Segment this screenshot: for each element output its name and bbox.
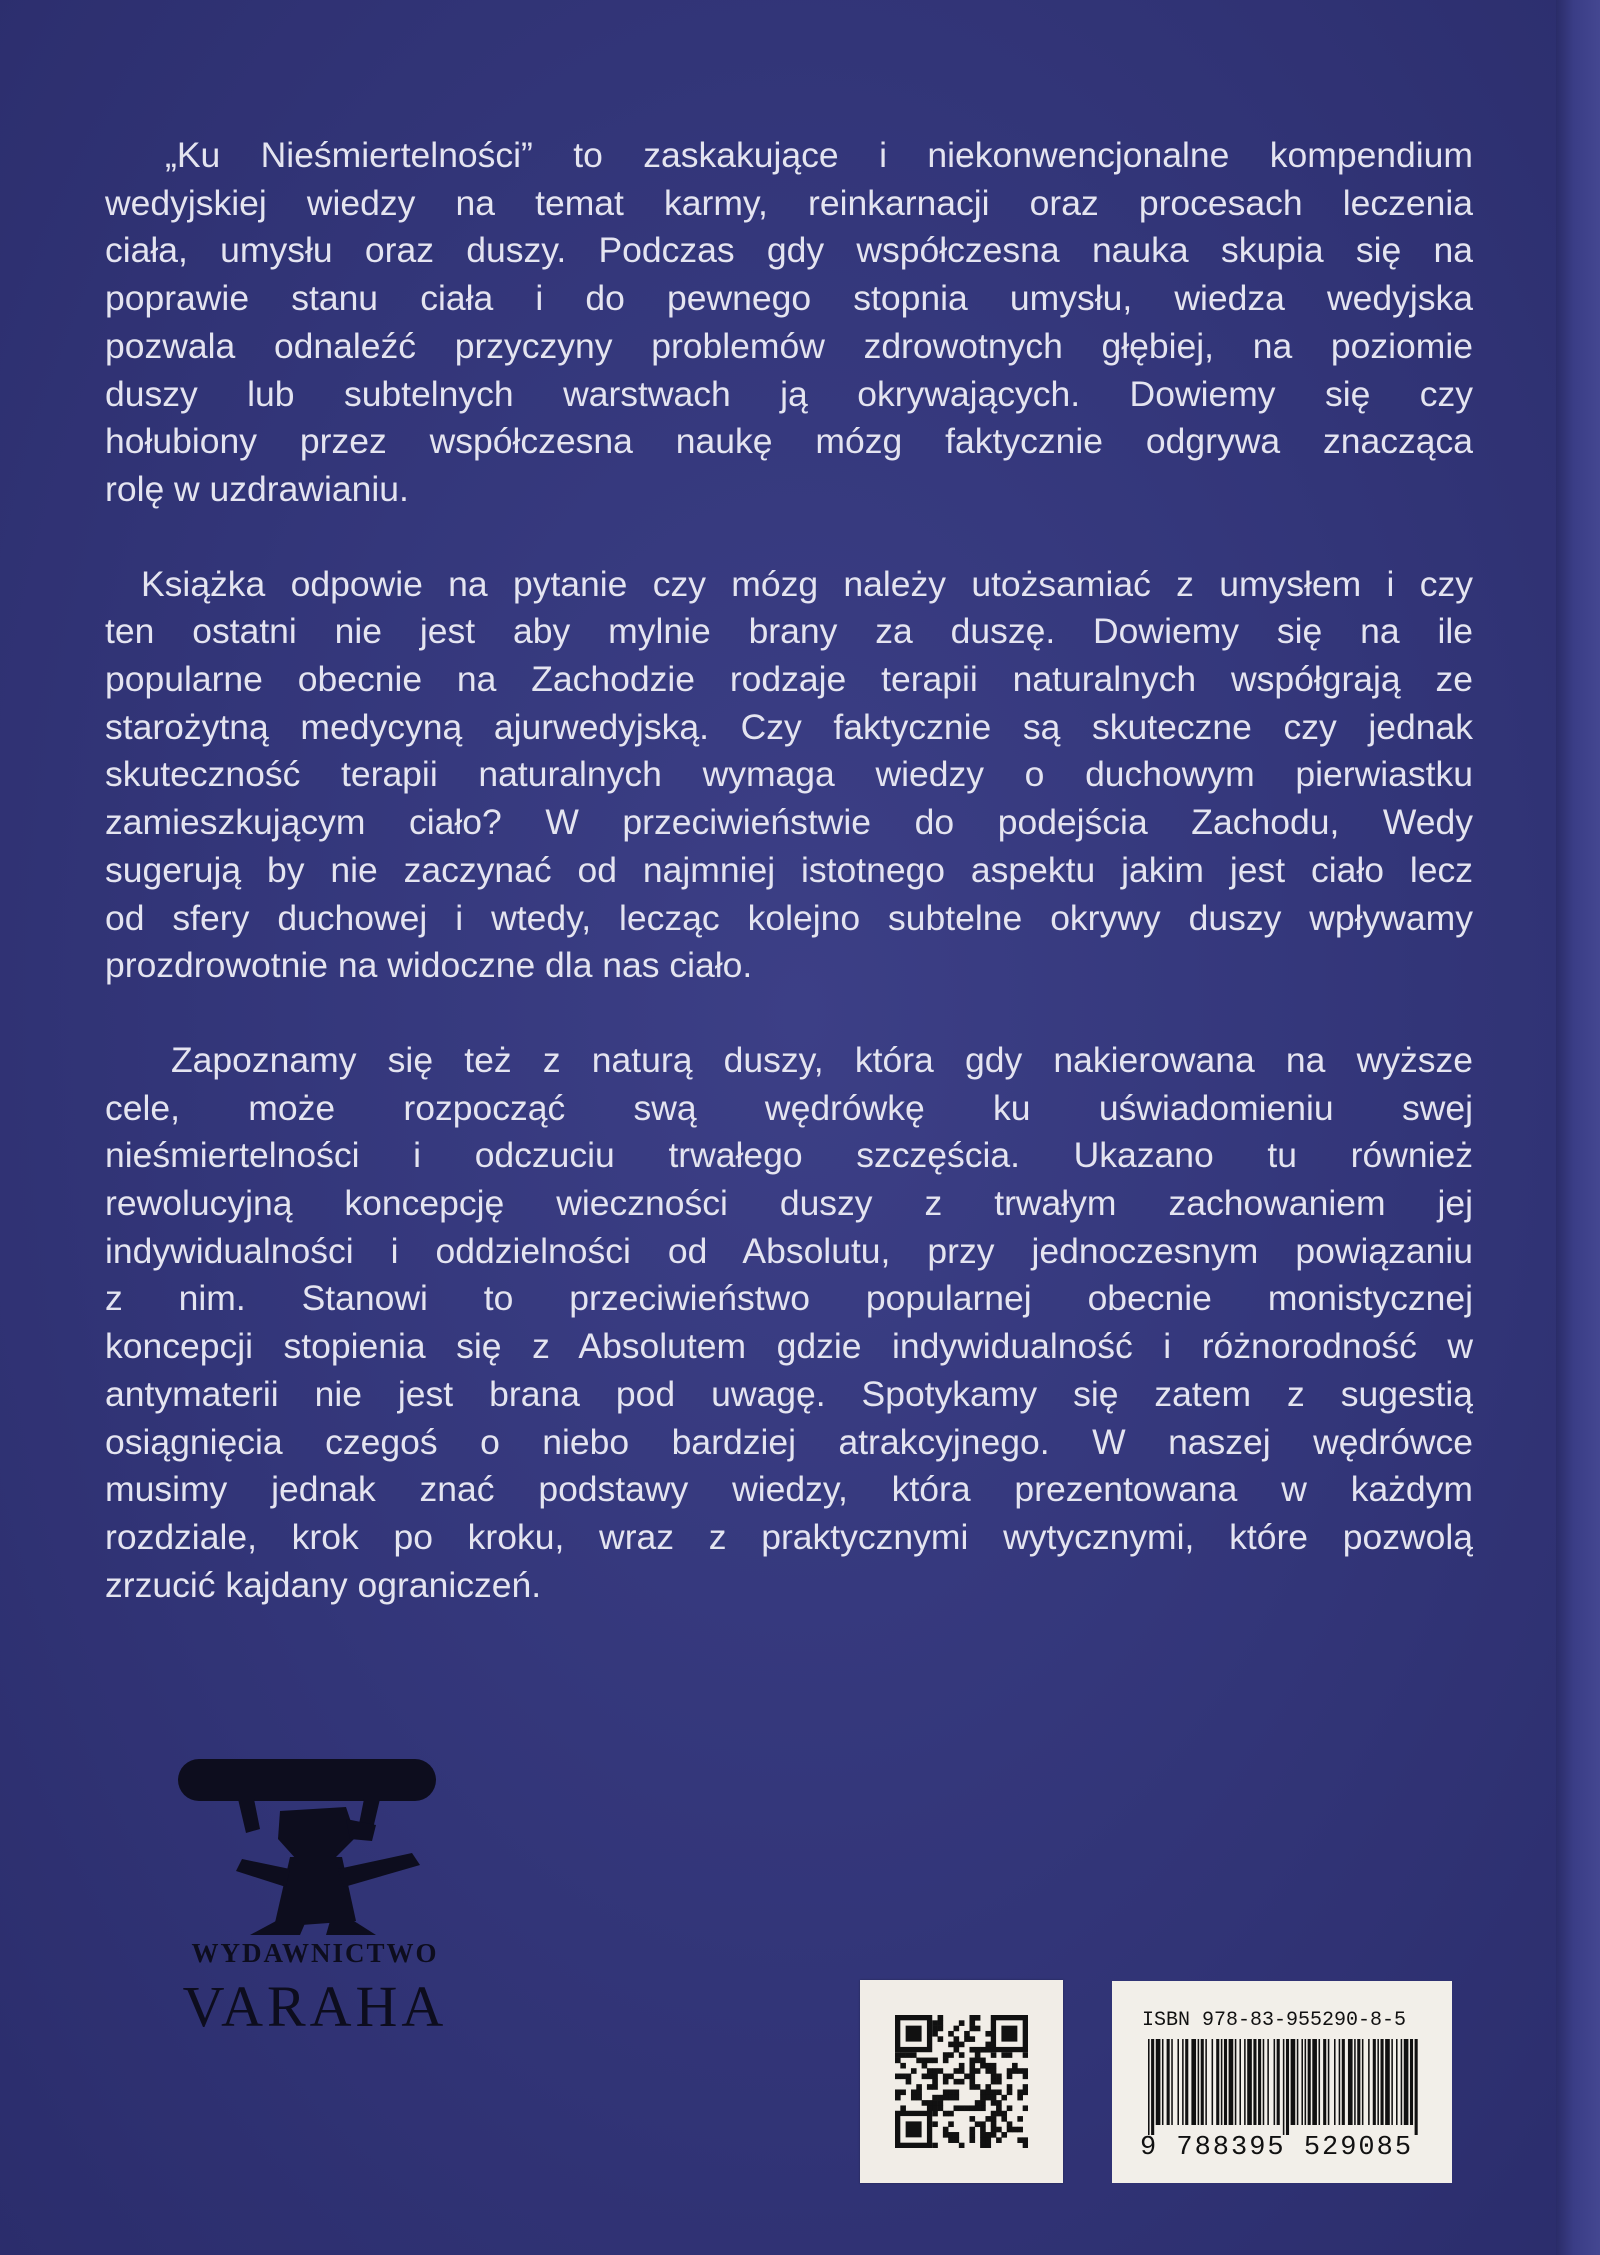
publisher-logo (150, 1745, 480, 2055)
isbn-sticker (1112, 1981, 1452, 2183)
isbn-digits: 9 788395 529085 (1140, 2133, 1414, 2163)
text-line: starożytną medycyną ajurwedyjską. Czy faktycznie są skuteczne czy jednak (105, 706, 1473, 747)
text-line: skuteczność terapii naturalnych wymaga wiedzy o duchowym pierwiastku (105, 754, 1473, 795)
text-line: od sfery duchowej i wtedy, lecząc kolejno subtelne okrywy duszy wpływamy (105, 897, 1473, 938)
paragraph-2 (105, 561, 1473, 990)
text-line: hołubiony przez współczesna naukę mózg faktycznie odgrywa znacząca (105, 421, 1473, 462)
text-line: antymaterii nie jest brana pod uwagę. Spotykamy się zatem z sugestią (105, 1373, 1473, 1414)
publisher-label-big: VARAHA (182, 1974, 448, 2039)
text-line: prozdrowotnie na widoczne dla nas ciało. (105, 945, 753, 986)
text-line: poprawie stanu ciała i do pewnego stopnia umysłu, wiedza wedyjska (105, 278, 1473, 319)
qr-code-icon (895, 2015, 1028, 2148)
text-line: musimy jednak znać podstawy wiedzy, która prezentowana w każdym (105, 1469, 1473, 1510)
blurb-text (105, 132, 1473, 1656)
text-line: z nim. Stanowi to przeciwieństwo popularnej obecnie monistycznej (105, 1278, 1473, 1319)
text-line: zamieszkującym ciało? W przeciwieństwie do podejścia Zachodu, Wedy (105, 802, 1473, 843)
text-line: wedyjskiej wiedzy na temat karmy, reinkarnacji oraz procesach leczenia (105, 182, 1473, 223)
boar-deity-icon (150, 1745, 480, 1935)
isbn-label: ISBN 978-83-955290-8-5 (1142, 2009, 1407, 2032)
book-spine-edge (1556, 0, 1600, 2255)
text-line: osiągnięcia czegoś o niebo bardziej atrakcyjnego. W naszej wędrówce (105, 1421, 1473, 1462)
text-line: ten ostatni nie jest aby mylnie brany za duszę. Dowiemy się na ile (105, 611, 1473, 652)
text-line: rolę w uzdrawianiu. (105, 468, 409, 509)
text-line: sugerują by nie zaczynać od najmniej istotnego aspektu jakim jest ciało lecz (105, 849, 1473, 890)
barcode-icon (1148, 2039, 1418, 2135)
text-line: rozdziale, krok po kroku, wraz z praktycznymi wytycznymi, które pozwolą (105, 1516, 1473, 1557)
text-line: ciała, umysłu oraz duszy. Podczas gdy współczesna nauka skupia się na (105, 230, 1473, 271)
text-line: rewolucyjną koncepcję wieczności duszy z trwałym zachowaniem jej (105, 1183, 1473, 1224)
text-line: „Ku Nieśmiertelności” to zaskakujące i niekonwencjonalne kompendium (165, 135, 1473, 175)
text-line: indywidualności i oddzielności od Absolutu, przy jednoczesnym powiązaniu (105, 1230, 1473, 1271)
text-line: cele, może rozpocząć swą wędrówkę ku uświadomieniu swej (105, 1087, 1473, 1128)
text-line: pozwala odnaleźć przyczyny problemów zdrowotnych głębiej, na poziomie (105, 325, 1473, 366)
publisher-label-small: WYDAWNICTWO (191, 1938, 439, 1968)
text-line: Książka odpowie na pytanie czy mózg należy utożsamiać z umysłem i czy (141, 563, 1473, 604)
text-line: duszy lub subtelnych warstwach ją okrywających. Dowiemy się czy (105, 373, 1473, 414)
text-line: Zapoznamy się też z naturą duszy, która gdy nakierowana na wyższe (171, 1039, 1473, 1080)
qr-code-sticker (860, 1980, 1063, 2183)
paragraph-3 (105, 1037, 1473, 1609)
text-line: koncepcji stopienia się z Absolutem gdzie indywidualność i różnorodność w (105, 1326, 1473, 1367)
text-line: nieśmiertelności i odczuciu trwałego szczęścia. Ukazano tu również (105, 1135, 1473, 1176)
paragraph-1 (105, 132, 1473, 514)
text-line: zrzucić kajdany ograniczeń. (105, 1564, 542, 1605)
text-line: popularne obecnie na Zachodzie rodzaje terapii naturalnych współgrają ze (105, 659, 1473, 700)
